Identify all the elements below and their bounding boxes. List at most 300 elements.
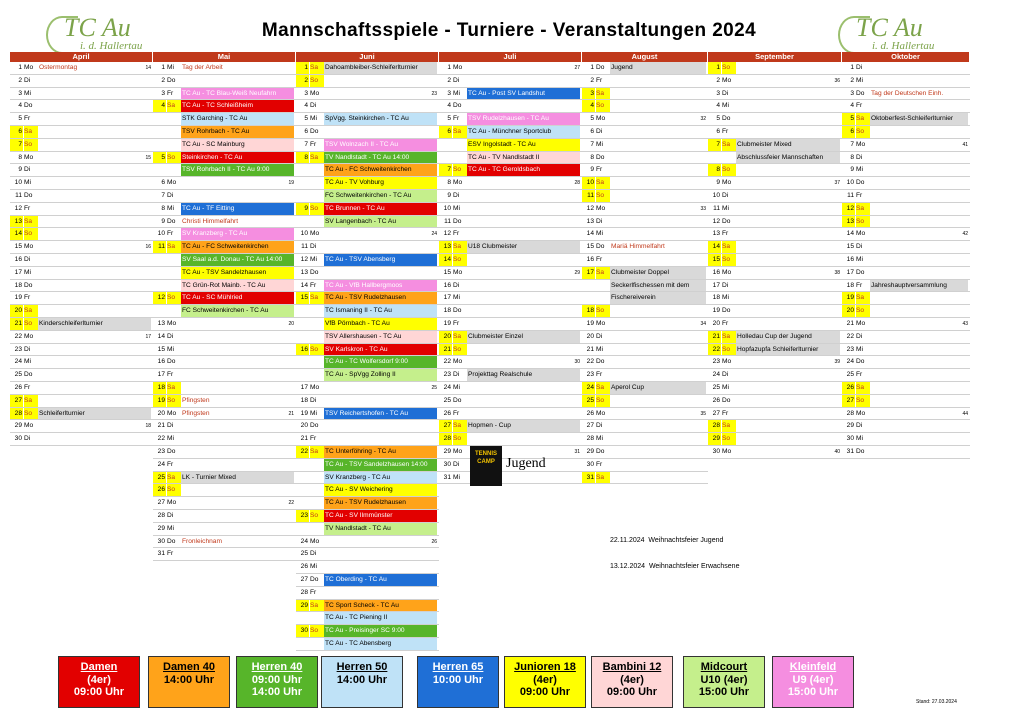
weekday: Fr xyxy=(24,204,31,212)
weekday: Di xyxy=(596,422,603,430)
event-label: Steinkirchen - TC Au xyxy=(181,152,294,164)
weekday: Mi xyxy=(722,102,729,110)
legend-line: 14:00 Uhr xyxy=(336,673,388,686)
day-row xyxy=(296,203,439,216)
weekday: Do xyxy=(856,358,865,366)
day-row xyxy=(439,331,582,344)
week-number: 39 xyxy=(834,359,840,366)
day-row xyxy=(10,62,153,75)
day-row xyxy=(708,254,842,267)
day-row xyxy=(296,216,439,229)
event-label: TSV Rohrbach II - TC Au 9:00 xyxy=(181,164,294,176)
event-label: TC Grün-Rot Mainb. - TC Au xyxy=(181,280,294,292)
legend-line: Kleinfeld xyxy=(789,661,837,673)
day-row xyxy=(582,408,708,421)
weekday: Di xyxy=(453,76,460,84)
day-number: 14 xyxy=(157,332,165,340)
weekday: So xyxy=(310,203,324,215)
day-number: 22 xyxy=(157,435,165,443)
week-number: 28 xyxy=(574,180,580,187)
weekday: Do xyxy=(167,217,176,225)
day-row xyxy=(296,420,439,433)
day-number: 15 xyxy=(846,243,854,251)
day-number: 2 xyxy=(850,76,854,84)
weekday: Fr xyxy=(596,371,603,379)
month-column-september xyxy=(708,52,842,455)
weekday: Mo xyxy=(24,64,34,71)
day-number: 13 xyxy=(439,241,452,253)
day-row xyxy=(153,164,296,177)
event-label: Clubmeister Doppel xyxy=(610,267,706,279)
weekday: Do xyxy=(24,192,33,199)
weekday: So xyxy=(722,254,736,266)
event-label: Schleiferlturnier xyxy=(38,408,151,420)
weekday: Di xyxy=(722,371,729,379)
weekday: So xyxy=(310,75,324,87)
logo-name: TC Au xyxy=(64,13,131,42)
day-number: 1 xyxy=(18,64,22,71)
day-number: 25 xyxy=(582,395,595,407)
legend-line: Herren 65 xyxy=(432,661,484,673)
weekday: Fr xyxy=(167,460,174,468)
week-number: 30 xyxy=(574,359,580,366)
weekday: Mi xyxy=(453,89,460,97)
week-number: 31 xyxy=(574,449,580,455)
day-number: 19 xyxy=(443,320,451,327)
weekday: Mi xyxy=(310,115,317,123)
event-label: TC Au - TSV Rudelzhausen xyxy=(324,497,437,509)
day-number: 9 xyxy=(590,166,594,174)
day-row xyxy=(842,88,970,101)
weekday: Fr xyxy=(167,371,174,379)
weekday: Mi xyxy=(596,435,603,443)
day-row xyxy=(10,408,153,421)
day-number: 24 xyxy=(14,358,22,366)
day-number: 18 xyxy=(153,382,166,394)
day-number: 4 xyxy=(582,100,595,112)
day-number: 1 xyxy=(708,62,721,74)
day-row xyxy=(582,203,708,216)
day-row xyxy=(708,190,842,203)
day-number: 26 xyxy=(153,484,166,496)
month-column-oktober xyxy=(842,52,970,455)
day-number: 18 xyxy=(712,294,720,302)
day-number: 2 xyxy=(296,75,309,87)
day-row xyxy=(10,280,153,293)
day-number: 8 xyxy=(708,164,721,176)
day-number: 23 xyxy=(712,358,720,366)
day-number: 12 xyxy=(153,292,166,304)
day-row xyxy=(153,433,296,446)
day-row xyxy=(153,228,296,241)
weekday: Di xyxy=(856,153,863,161)
day-number: 19 xyxy=(14,294,22,302)
week-number: 42 xyxy=(962,231,968,238)
day-row xyxy=(842,382,970,395)
day-row xyxy=(439,472,582,485)
logo-sub: i. d. Hallertau xyxy=(872,40,935,52)
event-label: TC Au - FC Schweitenkirchen xyxy=(181,241,294,253)
event-label: TC Au - FC Schweitenkirchen xyxy=(324,164,437,176)
day-row xyxy=(708,113,842,126)
day-number: 10 xyxy=(712,192,720,199)
week-number: 25 xyxy=(431,385,437,391)
weekday: Fr xyxy=(722,320,729,327)
day-row xyxy=(153,139,296,152)
day-row xyxy=(10,126,153,139)
event-label: TC Au - Münchner Sportclub xyxy=(467,126,580,138)
weekday: Fr xyxy=(167,550,174,558)
day-number: 11 xyxy=(15,192,22,199)
day-row xyxy=(153,254,296,267)
day-row xyxy=(153,408,296,421)
logo-sub: i. d. Hallertau xyxy=(80,40,143,52)
day-number: 6 xyxy=(842,126,855,138)
weekday: Fr xyxy=(453,409,460,417)
day-number: 9 xyxy=(161,217,165,225)
day-row xyxy=(842,280,970,293)
weekday: Di xyxy=(24,435,31,443)
legend-line: U9 (4er) xyxy=(792,673,834,686)
event-label: TC Au - SV Ilmmünster xyxy=(324,510,437,522)
day-number: 22 xyxy=(846,332,854,340)
day-number: 30 xyxy=(14,435,22,443)
day-number: 13 xyxy=(300,268,308,276)
day-row xyxy=(708,139,842,152)
day-row xyxy=(153,62,296,75)
day-number: 29 xyxy=(846,422,854,430)
weekday: Sa xyxy=(24,395,38,407)
weekday: So xyxy=(722,164,736,176)
month-header: August xyxy=(582,52,708,62)
day-row xyxy=(296,600,439,613)
legend-line: 10:00 Uhr xyxy=(432,673,484,686)
day-row xyxy=(153,88,296,101)
day-number: 5 xyxy=(716,115,720,123)
weekday: Di xyxy=(453,460,460,468)
day-row xyxy=(582,113,708,126)
week-number: 17 xyxy=(145,333,151,340)
legend-line: U10 (4er) xyxy=(700,673,748,686)
day-row xyxy=(153,548,296,561)
day-number: 29 xyxy=(708,433,721,445)
weekday: Sa xyxy=(167,382,181,394)
day-row xyxy=(439,356,582,369)
event-label: TC Au - TV Nandlstadt II xyxy=(467,152,580,164)
weekday: Mo xyxy=(596,320,606,327)
event-label: TC Au - TSV Sandelzhausen 14:00 xyxy=(324,459,437,471)
weekday: Mo xyxy=(596,409,606,417)
event-label: TC Au - Post SV Landshut xyxy=(467,88,580,100)
day-row xyxy=(842,228,970,241)
day-number: 27 xyxy=(586,422,594,430)
event-label: TC Au - Preisinger SC 9:00 xyxy=(324,625,437,637)
day-row xyxy=(708,152,842,165)
day-number: 17 xyxy=(300,384,308,391)
weekday: Di xyxy=(24,345,31,353)
weekday: Do xyxy=(24,281,33,289)
weekday: So xyxy=(24,228,38,240)
weekday: Mo xyxy=(722,76,732,84)
weekday: Sa xyxy=(24,305,38,317)
day-row xyxy=(582,216,708,229)
weekday: So xyxy=(310,625,324,637)
legend-box xyxy=(772,656,854,708)
day-row xyxy=(842,433,970,446)
legend-box xyxy=(148,656,230,708)
day-number: 29 xyxy=(157,524,165,532)
event-label: TC Au - TSV Sandelzhausen xyxy=(181,267,294,279)
event-label: TC Oberding - TC Au xyxy=(324,574,437,586)
day-number: 31 xyxy=(846,448,854,455)
weekday: Di xyxy=(310,396,317,404)
event-label: TSV Reichertshofen - TC Au xyxy=(324,408,437,420)
event-label: TC Au - SpVgg Zolling II xyxy=(324,369,437,381)
weekday: Mi xyxy=(722,204,729,212)
event-label: Projekttag Realschule xyxy=(467,369,580,381)
day-number: 22 xyxy=(296,446,309,458)
day-number: 13 xyxy=(842,216,855,228)
day-row xyxy=(439,369,582,382)
day-row xyxy=(296,177,439,190)
day-number: 23 xyxy=(14,345,22,353)
day-number: 25 xyxy=(443,396,451,404)
day-row xyxy=(582,228,708,241)
weekday: Mo xyxy=(453,179,463,187)
day-row xyxy=(439,292,582,305)
event-label: Oktoberfest-Schleiferlturnier xyxy=(870,113,968,125)
day-number: 3 xyxy=(716,89,720,97)
weekday: Mo xyxy=(453,268,463,276)
day-number: 18 xyxy=(14,281,22,289)
weekday: Di xyxy=(24,256,31,263)
day-number: 5 xyxy=(590,115,594,123)
day-number: 21 xyxy=(157,422,165,430)
day-number: 7 xyxy=(10,139,23,151)
weekday: Di xyxy=(310,243,317,251)
event-label: Pfingsten xyxy=(182,409,210,417)
day-row xyxy=(582,62,708,75)
day-row xyxy=(842,356,970,369)
day-row xyxy=(842,305,970,318)
weekday: Di xyxy=(453,192,460,199)
day-number: 3 xyxy=(161,89,165,97)
day-number: 30 xyxy=(712,448,720,455)
day-number: 22 xyxy=(443,358,451,366)
event-label: U18 Clubmeister xyxy=(467,241,580,253)
event-label: FC Schweitenkirchen - TC Au xyxy=(181,305,294,317)
day-number: 11 xyxy=(301,243,308,251)
legend-line: (4er) xyxy=(533,673,557,686)
weekday: Mo xyxy=(856,409,866,417)
day-row xyxy=(582,126,708,139)
weekday: Fr xyxy=(722,128,729,135)
day-number: 25 xyxy=(14,371,22,379)
day-number: 28 xyxy=(586,435,594,443)
day-number: 19 xyxy=(300,409,308,417)
day-number: 24 xyxy=(582,382,595,394)
day-row xyxy=(296,497,439,510)
day-row xyxy=(10,305,153,318)
event-label: Kinderschleiferlturnier xyxy=(38,318,151,330)
weekday: Mi xyxy=(856,166,863,174)
day-number: 20 xyxy=(10,305,23,317)
event-label: TC Brunnen - TC Au xyxy=(324,203,437,215)
day-number: 27 xyxy=(300,576,308,583)
weekday: Do xyxy=(453,102,462,110)
day-row xyxy=(153,459,296,472)
day-row xyxy=(296,536,439,549)
day-row xyxy=(842,292,970,305)
day-row xyxy=(296,446,439,459)
day-number: 16 xyxy=(712,268,720,276)
day-number: 14 xyxy=(708,241,721,253)
weekday: Do xyxy=(167,358,176,366)
day-number: 26 xyxy=(842,382,855,394)
day-row xyxy=(582,267,708,280)
day-number: 8 xyxy=(590,153,594,161)
weekday: So xyxy=(167,395,181,407)
month-column-august xyxy=(582,52,708,481)
day-number: 21 xyxy=(586,345,594,353)
weekday: Mo xyxy=(310,89,320,97)
weekday: Fr xyxy=(310,140,317,148)
day-row xyxy=(708,100,842,113)
weekday: Do xyxy=(856,89,865,97)
day-number: 7 xyxy=(850,140,854,148)
day-row xyxy=(10,241,153,254)
day-number: 28 xyxy=(708,420,721,432)
day-row xyxy=(296,100,439,113)
day-number: 27 xyxy=(842,395,855,407)
weekday: Mi xyxy=(596,230,603,238)
day-row xyxy=(153,510,296,523)
day-number: 13 xyxy=(10,216,23,228)
event-label: TC Au - TC Wolfersdorf 9:00 xyxy=(324,356,437,368)
day-row xyxy=(582,88,708,101)
weekday: Mo xyxy=(453,358,463,366)
weekday: So xyxy=(453,164,467,176)
weekday: Mo xyxy=(453,64,463,71)
weekday: Mi xyxy=(310,563,317,571)
day-number: 28 xyxy=(300,588,308,596)
event-label: TC Au - SC Mainburg xyxy=(181,139,294,151)
event-label: TC Au - SV Weichering xyxy=(324,484,437,496)
day-number: 24 xyxy=(300,537,308,545)
day-number: 19 xyxy=(153,395,166,407)
day-row xyxy=(296,331,439,344)
day-number: 29 xyxy=(296,600,309,612)
day-number: 1 xyxy=(296,62,309,74)
event-label: Jugend xyxy=(610,62,706,74)
weekday: Mo xyxy=(722,448,732,455)
day-number: 15 xyxy=(157,345,165,353)
day-row xyxy=(842,254,970,267)
day-number: 15 xyxy=(586,243,594,251)
day-number: 14 xyxy=(586,230,594,238)
weekday: Sa xyxy=(453,420,467,432)
day-number: 7 xyxy=(708,139,721,151)
day-number: 16 xyxy=(157,358,165,366)
day-row xyxy=(842,100,970,113)
day-row xyxy=(842,420,970,433)
day-number: 6 xyxy=(161,179,165,187)
weekday: So xyxy=(24,139,38,151)
day-row xyxy=(708,382,842,395)
day-row xyxy=(708,395,842,408)
legend-box xyxy=(591,656,673,708)
day-row xyxy=(296,126,439,139)
day-row xyxy=(582,139,708,152)
day-number: 29 xyxy=(586,448,594,455)
day-row xyxy=(842,395,970,408)
day-number: 21 xyxy=(10,318,23,330)
week-number: 26 xyxy=(431,538,437,545)
weekday: Mo xyxy=(24,153,34,161)
day-row xyxy=(708,126,842,139)
day-row xyxy=(10,113,153,126)
day-row xyxy=(842,216,970,229)
day-row xyxy=(153,190,296,203)
week-number: 32 xyxy=(700,116,706,123)
day-number: 5 xyxy=(447,115,451,123)
event-label: Hopmen - Cup xyxy=(467,420,580,432)
weekday: Mo xyxy=(24,243,34,251)
weekday: Do xyxy=(856,179,865,187)
day-row xyxy=(708,420,842,433)
day-number: 23 xyxy=(157,448,165,455)
week-number: 38 xyxy=(834,269,840,276)
event-label: Abschlussfeier Mannschaften xyxy=(736,152,840,164)
day-row xyxy=(153,152,296,165)
event-label: TC Au - TV Vohburg xyxy=(324,177,437,189)
day-row xyxy=(842,267,970,280)
legend-line: Damen xyxy=(80,661,118,673)
weekday: Mo xyxy=(310,230,320,238)
weekday: Do xyxy=(453,217,462,225)
day-row xyxy=(153,203,296,216)
weekday: Sa xyxy=(453,331,467,343)
note-1 xyxy=(610,537,723,544)
day-row xyxy=(296,625,439,638)
day-number: 31 xyxy=(443,473,451,481)
day-number: 4 xyxy=(153,100,166,112)
month-column-mai xyxy=(153,52,296,558)
week-number: 14 xyxy=(145,65,151,71)
day-row xyxy=(10,356,153,369)
day-row xyxy=(842,75,970,88)
month-header: September xyxy=(708,52,842,62)
weekday: Mi xyxy=(453,473,460,481)
day-number: 8 xyxy=(447,179,451,187)
day-number: 26 xyxy=(443,409,451,417)
day-number: 20 xyxy=(439,331,452,343)
day-number: 11 xyxy=(444,217,451,225)
weekday: Di xyxy=(310,550,317,558)
camp-logo: TENNIS CAMP xyxy=(470,446,502,486)
day-row xyxy=(708,344,842,357)
day-row xyxy=(582,459,708,472)
legend-line: 14:00 Uhr xyxy=(251,686,303,698)
weekday: Mi xyxy=(856,345,863,353)
day-row xyxy=(10,395,153,408)
weekday: Mi xyxy=(24,268,31,276)
day-number: 17 xyxy=(14,268,22,276)
day-row xyxy=(439,241,582,254)
day-row xyxy=(439,228,582,241)
day-row xyxy=(153,216,296,229)
day-row xyxy=(582,395,708,408)
